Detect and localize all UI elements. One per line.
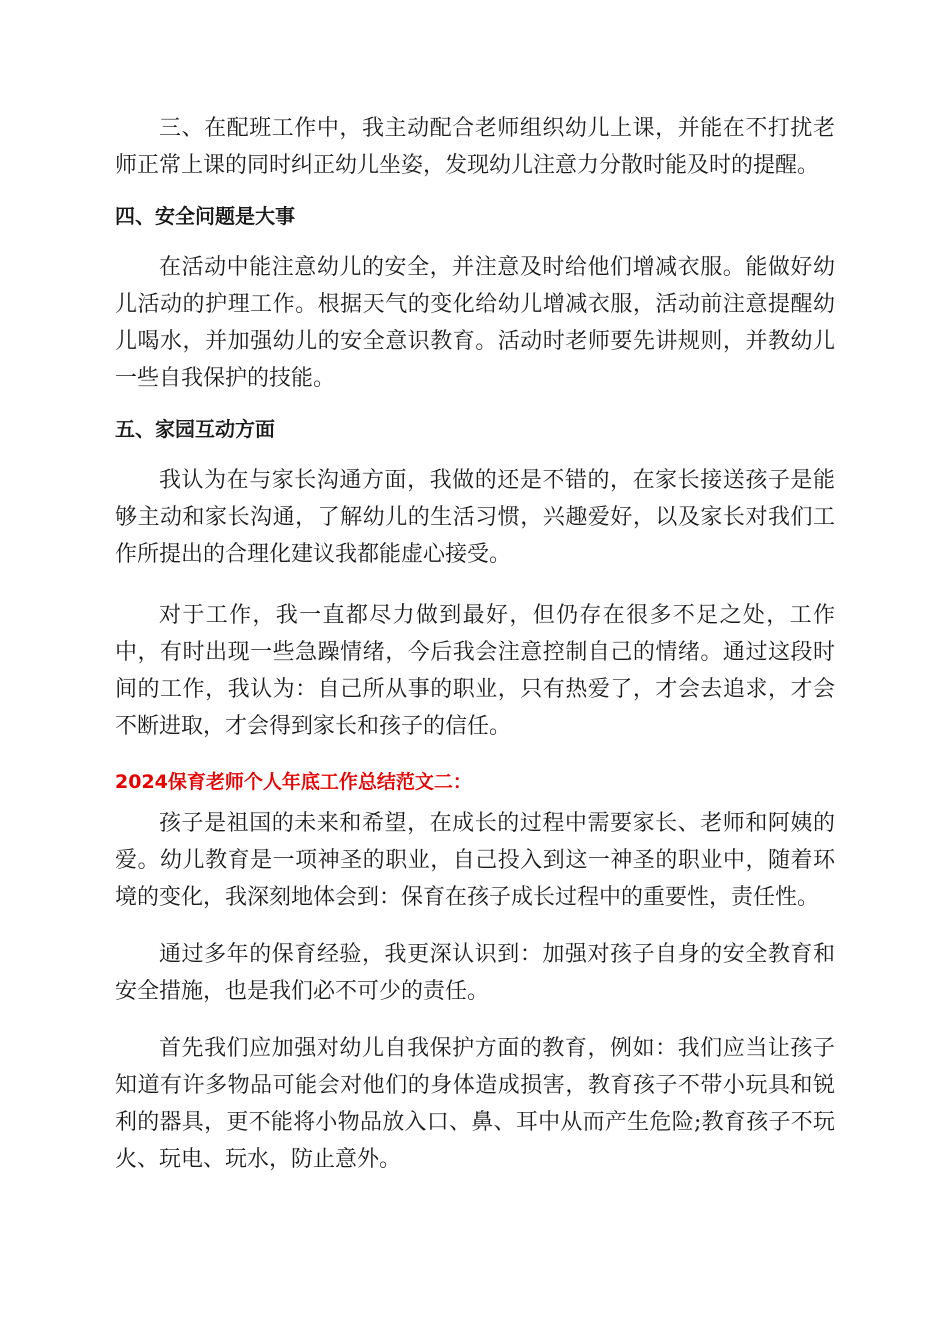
paragraph-safety-experience: 通过多年的保育经验，我更深认识到：加强对孩子自身的安全教育和安全措施，也是我们必不可少的责任。: [115, 942, 835, 1004]
paragraph-safety: 在活动中能注意幼儿的安全，并注意及时给他们增减衣服。能做好幼儿活动的护理工作。根据天气的变化给幼儿增减衣服，活动前注意提醒幼儿喝水，并加强幼儿的安全意识教育。活动时老师要先讲规则，并教幼儿一些自我保护的技能。: [115, 255, 835, 391]
document-page: [115, 110, 835, 1178]
heading-safety: 四、安全问题是大事: [115, 204, 295, 228]
paragraph-children-future: 孩子是祖国的未来和希望，在成长的过程中需要家长、老师和阿姨的爱。幼儿教育是一项神圣的职业，自己投入到这一神圣的职业中，随着环境的变化，我深刻地体会到：保育在孩子成长过程中的重要性，责任性。: [115, 811, 835, 910]
paragraph-class-assistance: 三、在配班工作中，我主动配合老师组织幼儿上课，并能在不打扰老师正常上课的同时纠正幼儿坐姿，发现幼儿注意力分散时能及时的提醒。: [115, 116, 835, 178]
paragraph-self-reflection: 对于工作，我一直都尽力做到最好，但仍存在很多不足之处，工作中，有时出现一些急躁情绪，今后我会注意控制自己的情绪。通过这段时间的工作，我认为：自己所从事的职业，只有热爱了，才会去追求，才会不断进取，才会得到家长和孩子的信任。: [115, 603, 835, 739]
paragraph-parent-communication: 我认为在与家长沟通方面，我做的还是不错的，在家长接送孩子是能够主动和家长沟通，了解幼儿的生活习惯，兴趣爱好，以及家长对我们工作所提出的合理化建议我都能虚心接受。: [115, 468, 835, 567]
heading-home-school: 五、家园互动方面: [115, 417, 275, 441]
section-title: 2024保育老师个人年底工作总结范文二：: [115, 771, 472, 793]
paragraph-self-protection: 首先我们应加强对幼儿自我保护方面的教育，例如：我们应当让孩子知道有许多物品可能会对他们的身体造成损害，教育孩子不带小玩具和锐利的器具，更不能将小物品放入口、鼻、耳中从而产生危险;教育孩子不玩火、玩电、玩水，防止意外。: [115, 1036, 835, 1172]
